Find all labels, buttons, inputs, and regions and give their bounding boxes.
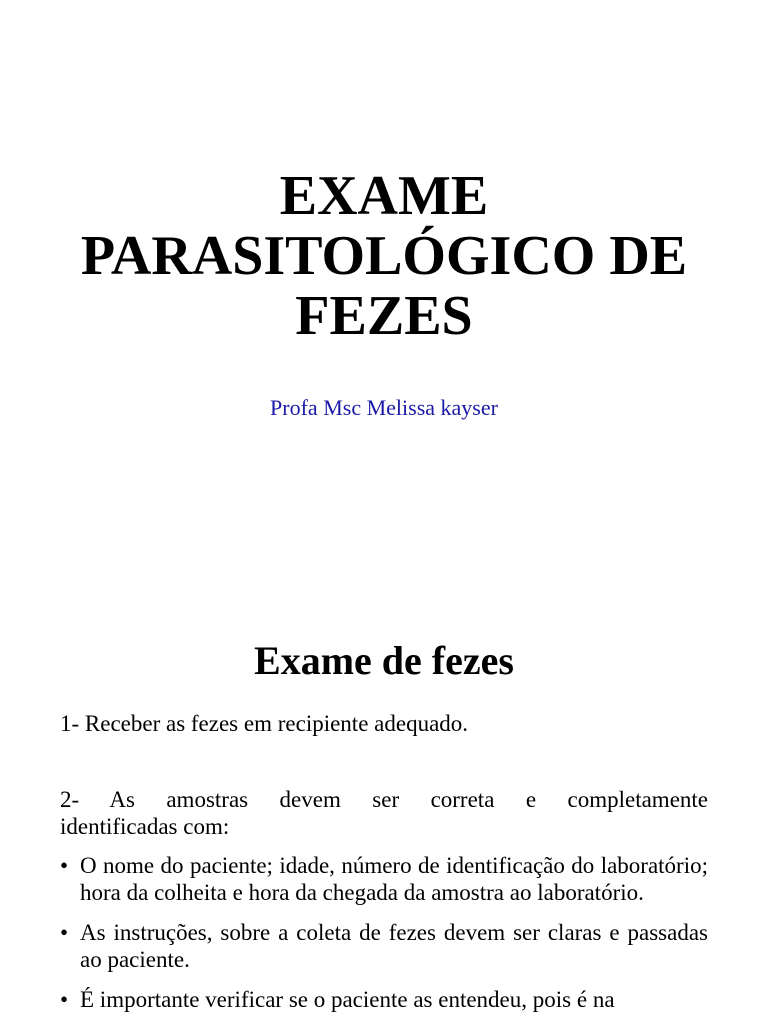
bullet-item: [60, 919, 708, 973]
title-line-1: EXAME: [279, 165, 489, 227]
bullet-item: [60, 986, 708, 1013]
presentation-title: [40, 166, 728, 346]
title-line-3: FEZES: [295, 285, 473, 347]
bullet-icon: •: [60, 987, 69, 1012]
bullet-item: [60, 852, 708, 906]
bullet-text: O nome do paciente; idade, número de identificação do laboratório; hora da colheita e hora da chegada da amostra ao laboratório.: [80, 853, 708, 905]
title-line-2: PARASITOLÓGICO DE: [80, 225, 688, 287]
step-1-text: 1- Receber as fezes em recipiente adequado.: [60, 711, 469, 736]
bullet-icon: •: [60, 920, 69, 945]
author-subtitle: Profa Msc Melissa kayser: [270, 395, 498, 420]
bullet-icon: •: [60, 853, 69, 878]
identification-bullet-list: [60, 852, 708, 1024]
slide-heading: Exame de fezes: [254, 638, 514, 683]
step-2-line-2: identificadas com:: [60, 814, 230, 839]
bullet-text: É importante verificar se o paciente as entendeu, pois é na: [80, 987, 615, 1012]
slide-exame-de-fezes: [0, 576, 768, 1024]
step-2-line-1: 2- As amostras devem ser correta e completamente: [60, 787, 708, 812]
bullet-text: As instruções, sobre a coleta de fezes devem ser claras e passadas ao paciente.: [80, 920, 708, 972]
step-2-text: [60, 786, 708, 840]
